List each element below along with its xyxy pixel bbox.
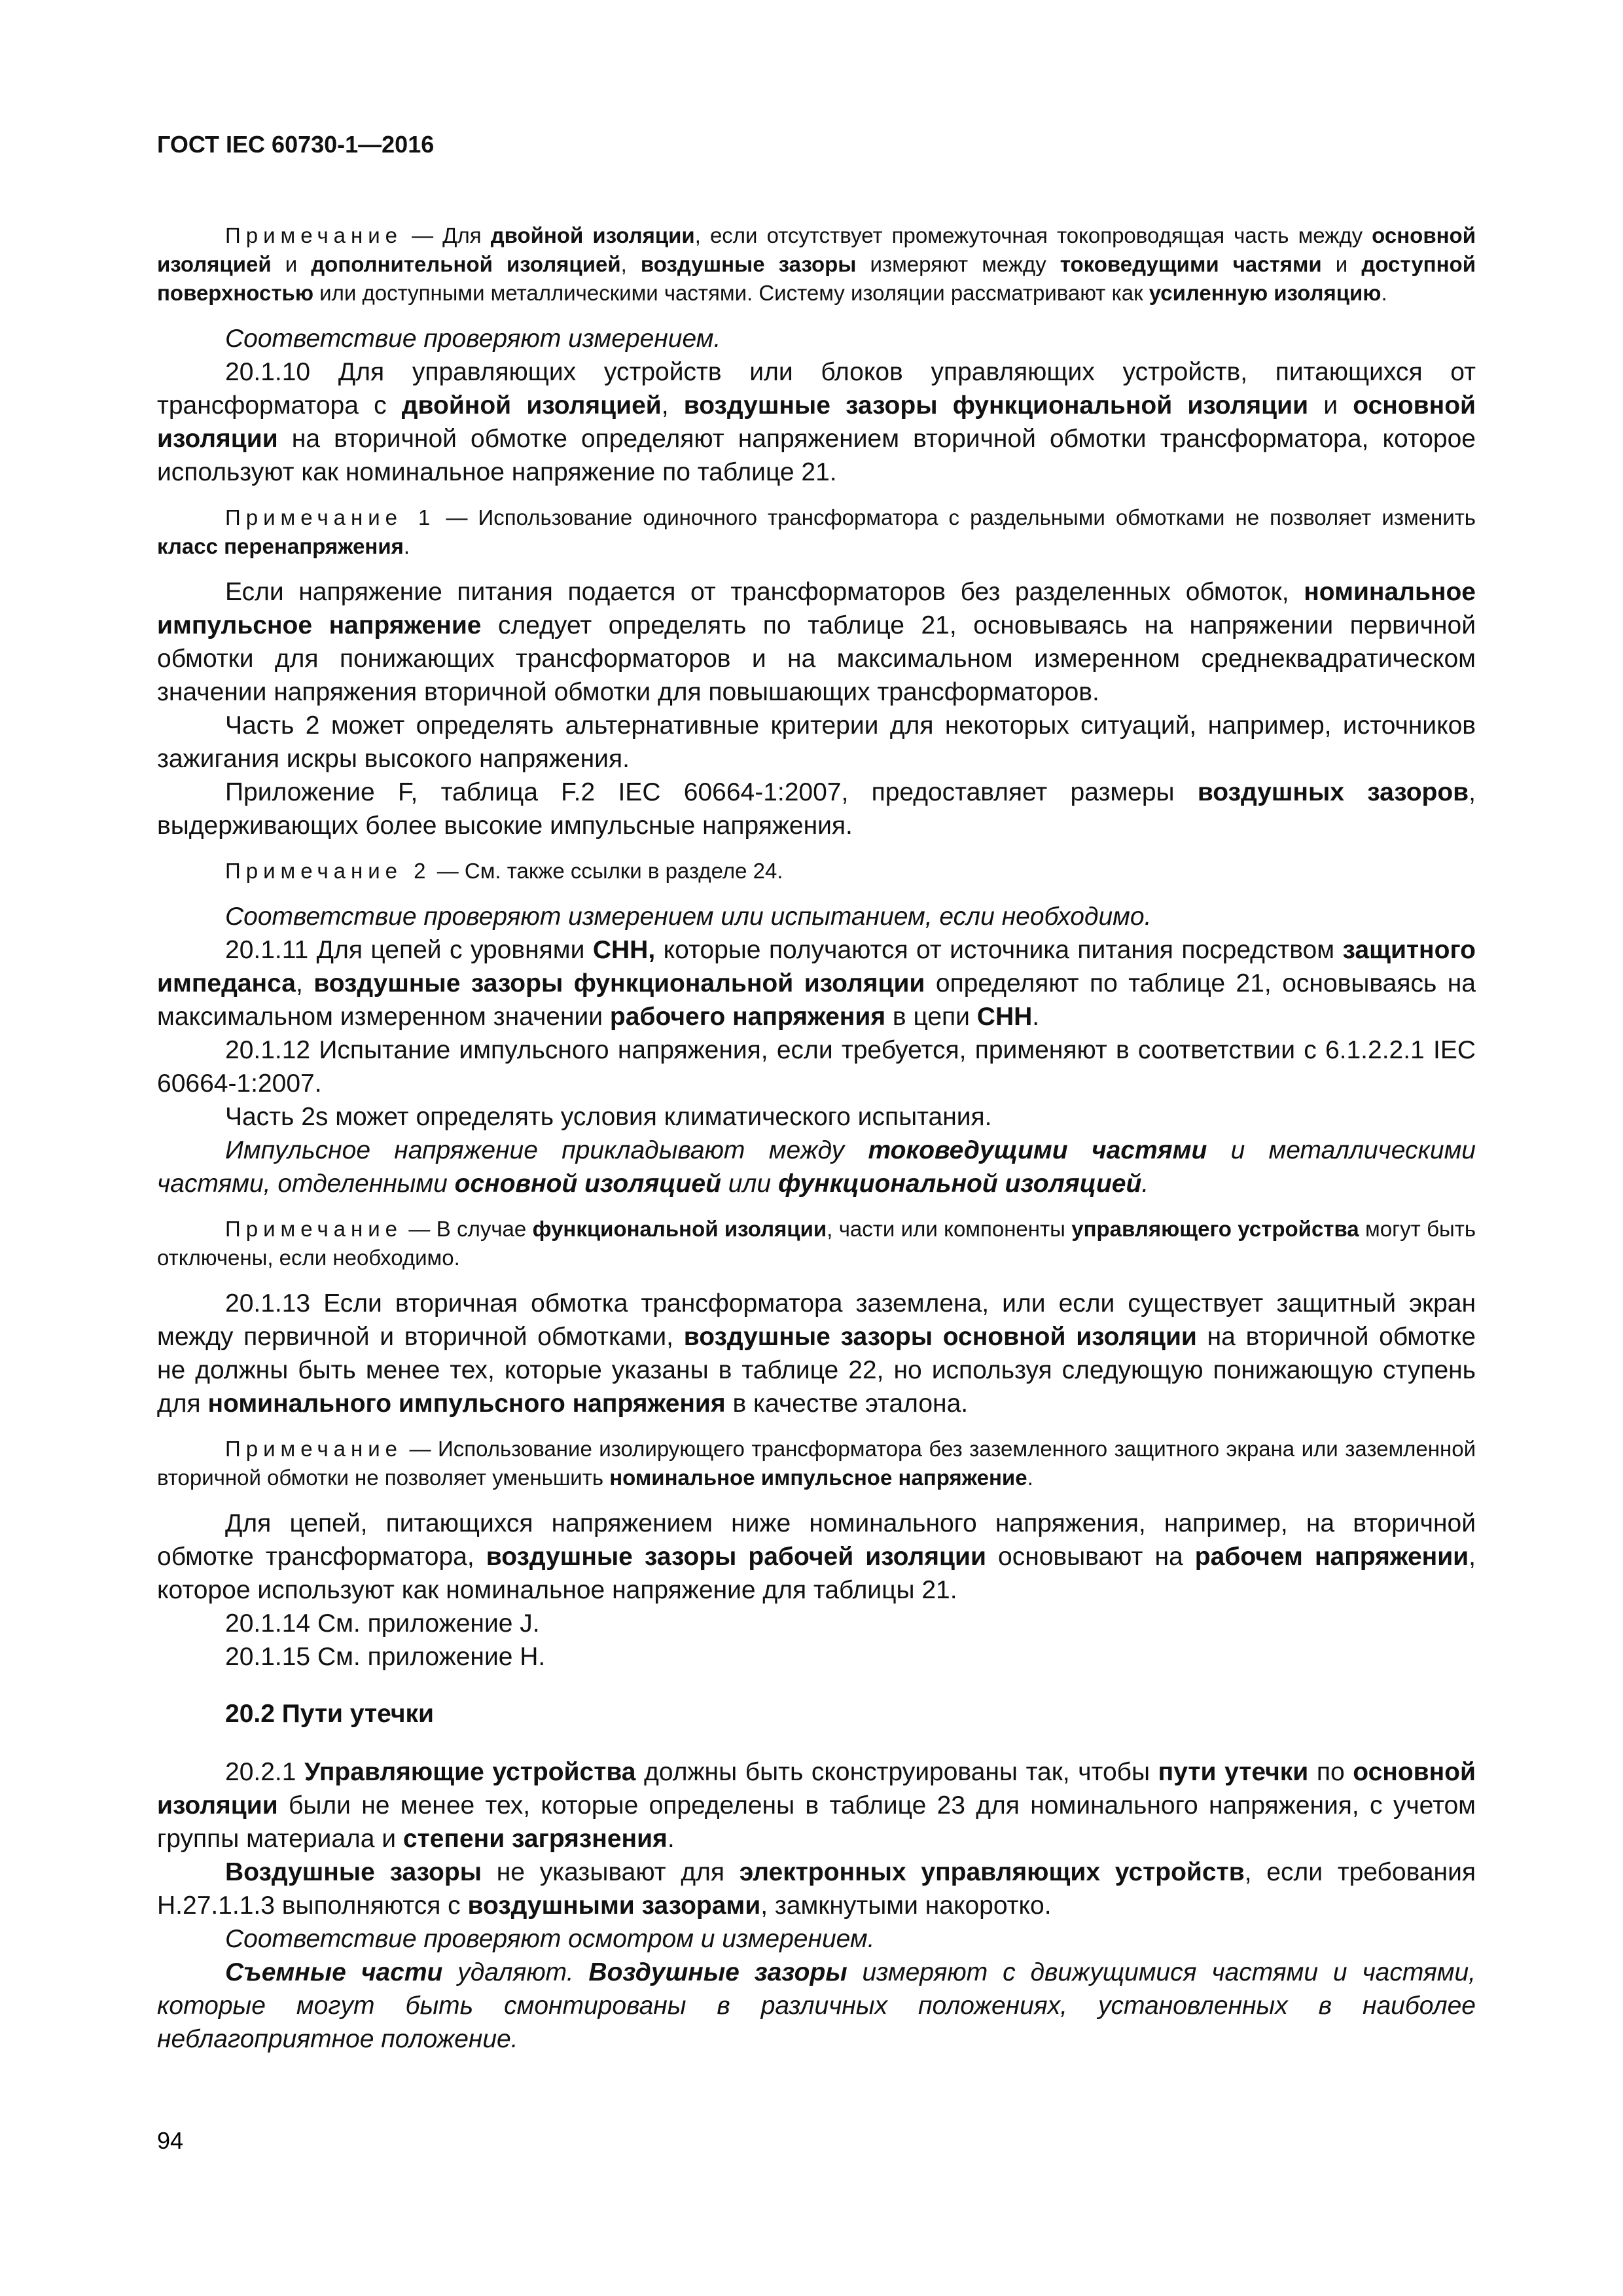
text: и металлическими частями, отделенными: [157, 1136, 1476, 1198]
term: пути утечки: [1158, 1758, 1309, 1786]
paragraph-removable: [157, 1956, 1476, 2056]
text: по: [1308, 1758, 1353, 1786]
text: следует определять по таблице 21, основываясь на напряжении первичной обмотки для понижающих трансформаторов и на максимальном измеренном среднеквадратическом значении напряжения вторичной обмотки для повышающих трансформаторов.: [157, 611, 1476, 706]
paragraph-part2s: Часть 2s может определять условия климатического испытания.: [225, 1103, 992, 1131]
text: ,: [295, 969, 314, 997]
term: основной изоляции: [157, 391, 1476, 453]
text: — Использование одиночного трансформатора с раздельными обмотками не позволяет изменить: [435, 505, 1476, 529]
text: или: [721, 1170, 778, 1198]
text: , если требования H.27.1.1.3 выполняются с: [157, 1858, 1476, 1920]
term: Съемные части: [225, 1958, 443, 1986]
term: функциональной изоляцией: [777, 1170, 1142, 1198]
term: основной изоляцией: [454, 1170, 721, 1198]
clause-20-1-13: [157, 1287, 1476, 1420]
clause-20-2-1: [157, 1755, 1476, 1856]
term: степени загрязнения: [402, 1825, 668, 1853]
term: воздушные зазоры рабочей изоляции: [486, 1543, 986, 1571]
text: Приложение F, таблица F.2 IEC 60664-1:2007, предоставляет размеры: [225, 778, 1198, 806]
text: которые получаются от источника питания посредством: [655, 936, 1343, 964]
note-4: [157, 1215, 1476, 1272]
text: .: [1141, 1170, 1149, 1198]
term: основной изоляцией: [157, 223, 1476, 276]
term: рабочем напряжении: [1194, 1543, 1469, 1571]
text: 20.1.13 Если вторичная обмотка трансформатора заземлена, или если существует защитный экран между первичной и вторичной обмотками,: [157, 1289, 1476, 1351]
note-1: [157, 221, 1476, 308]
term: СНН,: [592, 936, 656, 964]
term: основной изоляции: [157, 1758, 1476, 1820]
term: дополнительной изоляцией: [311, 252, 621, 276]
clause-20-1-10: [157, 355, 1476, 489]
clause-20-1-11: [157, 933, 1476, 1033]
text: ,: [620, 252, 641, 276]
compliance-3: Соответствие проверяют осмотром и измерением.: [225, 1925, 875, 1953]
text: 20.1.11 Для цепей с уровнями: [225, 936, 593, 964]
term: воздушными зазорами: [467, 1892, 761, 1920]
term: управляющего устройства: [1071, 1217, 1359, 1241]
text: могут быть отключены, если необходимо.: [157, 1217, 1476, 1270]
term: Воздушные зазоры: [225, 1858, 482, 1886]
term: воздушные зазоры функциональной изоляции: [313, 969, 925, 997]
paragraph-supply: [157, 575, 1476, 709]
text: 20.1.10 Для управляющих устройств или блоков управляющих устройств, питающихся от трансформатора с: [157, 358, 1476, 420]
paragraph-circuits: [157, 1507, 1476, 1607]
page-header: ГОСТ IEC 60730-1—2016: [157, 131, 435, 158]
note-label: Примечание: [225, 1217, 403, 1241]
note-5: [157, 1435, 1476, 1492]
text: и: [271, 252, 312, 276]
text: или доступными металлическими частями. Систему изоляции рассматривают как: [313, 281, 1149, 305]
text: Импульсное напряжение прикладывают между: [225, 1136, 868, 1164]
text: основывают на: [986, 1543, 1195, 1571]
term: номинальное импульсное напряжение: [157, 578, 1476, 639]
term: рабочего напряжения: [609, 1003, 886, 1031]
term: двойной изоляцией: [401, 391, 662, 420]
term: воздушные зазоры основной изоляции: [683, 1323, 1197, 1351]
compliance-1: Соответствие проверяют измерением.: [225, 325, 721, 353]
text: 20.2.1: [225, 1758, 305, 1786]
term: доступной поверхностью: [157, 252, 1476, 305]
term: двойной изоляции: [490, 223, 695, 247]
text: и: [1308, 391, 1353, 420]
text: , выдерживающих более высокие импульсные напряжения.: [157, 778, 1476, 840]
text: Если напряжение питания подается от трансформаторов без разделенных обмоток,: [225, 578, 1304, 606]
note-label: Примечание 2: [225, 859, 431, 883]
note-label: Примечание 1: [225, 505, 436, 529]
clause-20-1-12: 20.1.12 Испытание импульсного напряжения, если требуется, применяют в соответствии с 6.1.2.2.1 IEC 60664-1:2007.: [157, 1036, 1476, 1098]
text: — Использование изолирующего трансформатора без заземленного защитного экрана или заземленной вторичной обмотки не позволяет уменьшить: [157, 1437, 1476, 1490]
text: в качестве эталона.: [725, 1390, 969, 1418]
note-label: Примечание: [225, 1437, 403, 1461]
note-3: [157, 857, 1476, 886]
document-page: [157, 131, 1476, 2056]
text: , замкнутыми накоротко.: [760, 1892, 1052, 1920]
term: защитного импеданса: [157, 936, 1476, 997]
paragraph-impulse: [157, 1134, 1476, 1200]
compliance-2: Соответствие проверяют измерением или испытанием, если необходимо.: [225, 903, 1152, 931]
text: — В случае: [402, 1217, 533, 1241]
text: , части или компоненты: [827, 1217, 1072, 1241]
text: .: [1032, 1003, 1040, 1031]
text: измеряют между: [856, 252, 1060, 276]
paragraph-part2: Часть 2 может определять альтернативные критерии для некоторых ситуаций, например, источников зажигания искры высокого напряжения.: [157, 711, 1476, 773]
text: и: [1321, 252, 1362, 276]
text: ,: [661, 391, 684, 420]
term: воздушных зазоров: [1197, 778, 1469, 806]
term: СНН: [976, 1003, 1033, 1031]
text: измеряют с движущимися частями и частями, которые могут быть смонтированы в различных положениях, установленных в наиболее неблагоприятное положение.: [157, 1958, 1476, 2053]
term: электронных управляющих устройств: [739, 1858, 1245, 1886]
text: , если отсутствует промежуточная токопроводящая часть между: [694, 223, 1372, 247]
term: Управляющие устройства: [304, 1758, 636, 1786]
term: номинального импульсного напряжения: [207, 1390, 726, 1418]
text: на вторичной обмотке не должны быть менее тех, которые указаны в таблице 22, но используя следующую понижающую ступень для: [157, 1323, 1476, 1418]
term: воздушные зазоры: [640, 252, 857, 276]
clause-20-1-15: 20.1.15 См. приложение H.: [225, 1643, 546, 1671]
term: токоведущими частями: [1060, 252, 1322, 276]
page-number: 94: [157, 2127, 184, 2154]
note-2: [157, 503, 1476, 561]
text: были не менее тех, которые определены в таблице 23 для номинального напряжения, с учетом группы материала и: [157, 1791, 1476, 1853]
text: , которое используют как номинальное напряжение для таблицы 21.: [157, 1543, 1476, 1604]
text: должны быть сконструированы так, чтобы: [635, 1758, 1158, 1786]
term: токоведущими частями: [868, 1136, 1207, 1164]
term: функциональной изоляции: [532, 1217, 827, 1241]
term: номинальное импульсное напряжение: [609, 1465, 1027, 1490]
clause-20-1-14: 20.1.14 См. приложение J.: [225, 1609, 540, 1638]
text: не указывают для: [482, 1858, 740, 1886]
text: — Для: [402, 223, 491, 247]
text: — См. также ссылки в разделе 24.: [431, 859, 783, 883]
text: определяют по таблице 21, основываясь на максимальном измеренном значении: [157, 969, 1476, 1031]
text: .: [667, 1825, 675, 1853]
term: класс перенапряжения: [157, 534, 404, 558]
text: .: [403, 534, 410, 558]
term: Воздушные зазоры: [588, 1958, 847, 1986]
text: в цепи: [885, 1003, 977, 1031]
text: на вторичной обмотке определяют напряжением вторичной обмотки трансформатора, которое используют как номинальное напряжение по таблице 21.: [157, 425, 1476, 486]
text: .: [1381, 281, 1387, 305]
text: Для цепей, питающихся напряжением ниже номинального напряжения, например, на вторичной обмотке трансформатора,: [157, 1509, 1476, 1571]
note-label: Примечание: [225, 223, 403, 247]
section-heading-20-2: 20.2 Пути утечки: [225, 1700, 434, 1728]
paragraph-clearances: [157, 1856, 1476, 1922]
paragraph-annex-f: [157, 776, 1476, 842]
text: удаляют.: [442, 1958, 589, 1986]
term: усиленную изоляцию: [1149, 281, 1382, 305]
text: .: [1027, 1465, 1033, 1490]
term: воздушные зазоры функциональной изоляции: [683, 391, 1309, 420]
